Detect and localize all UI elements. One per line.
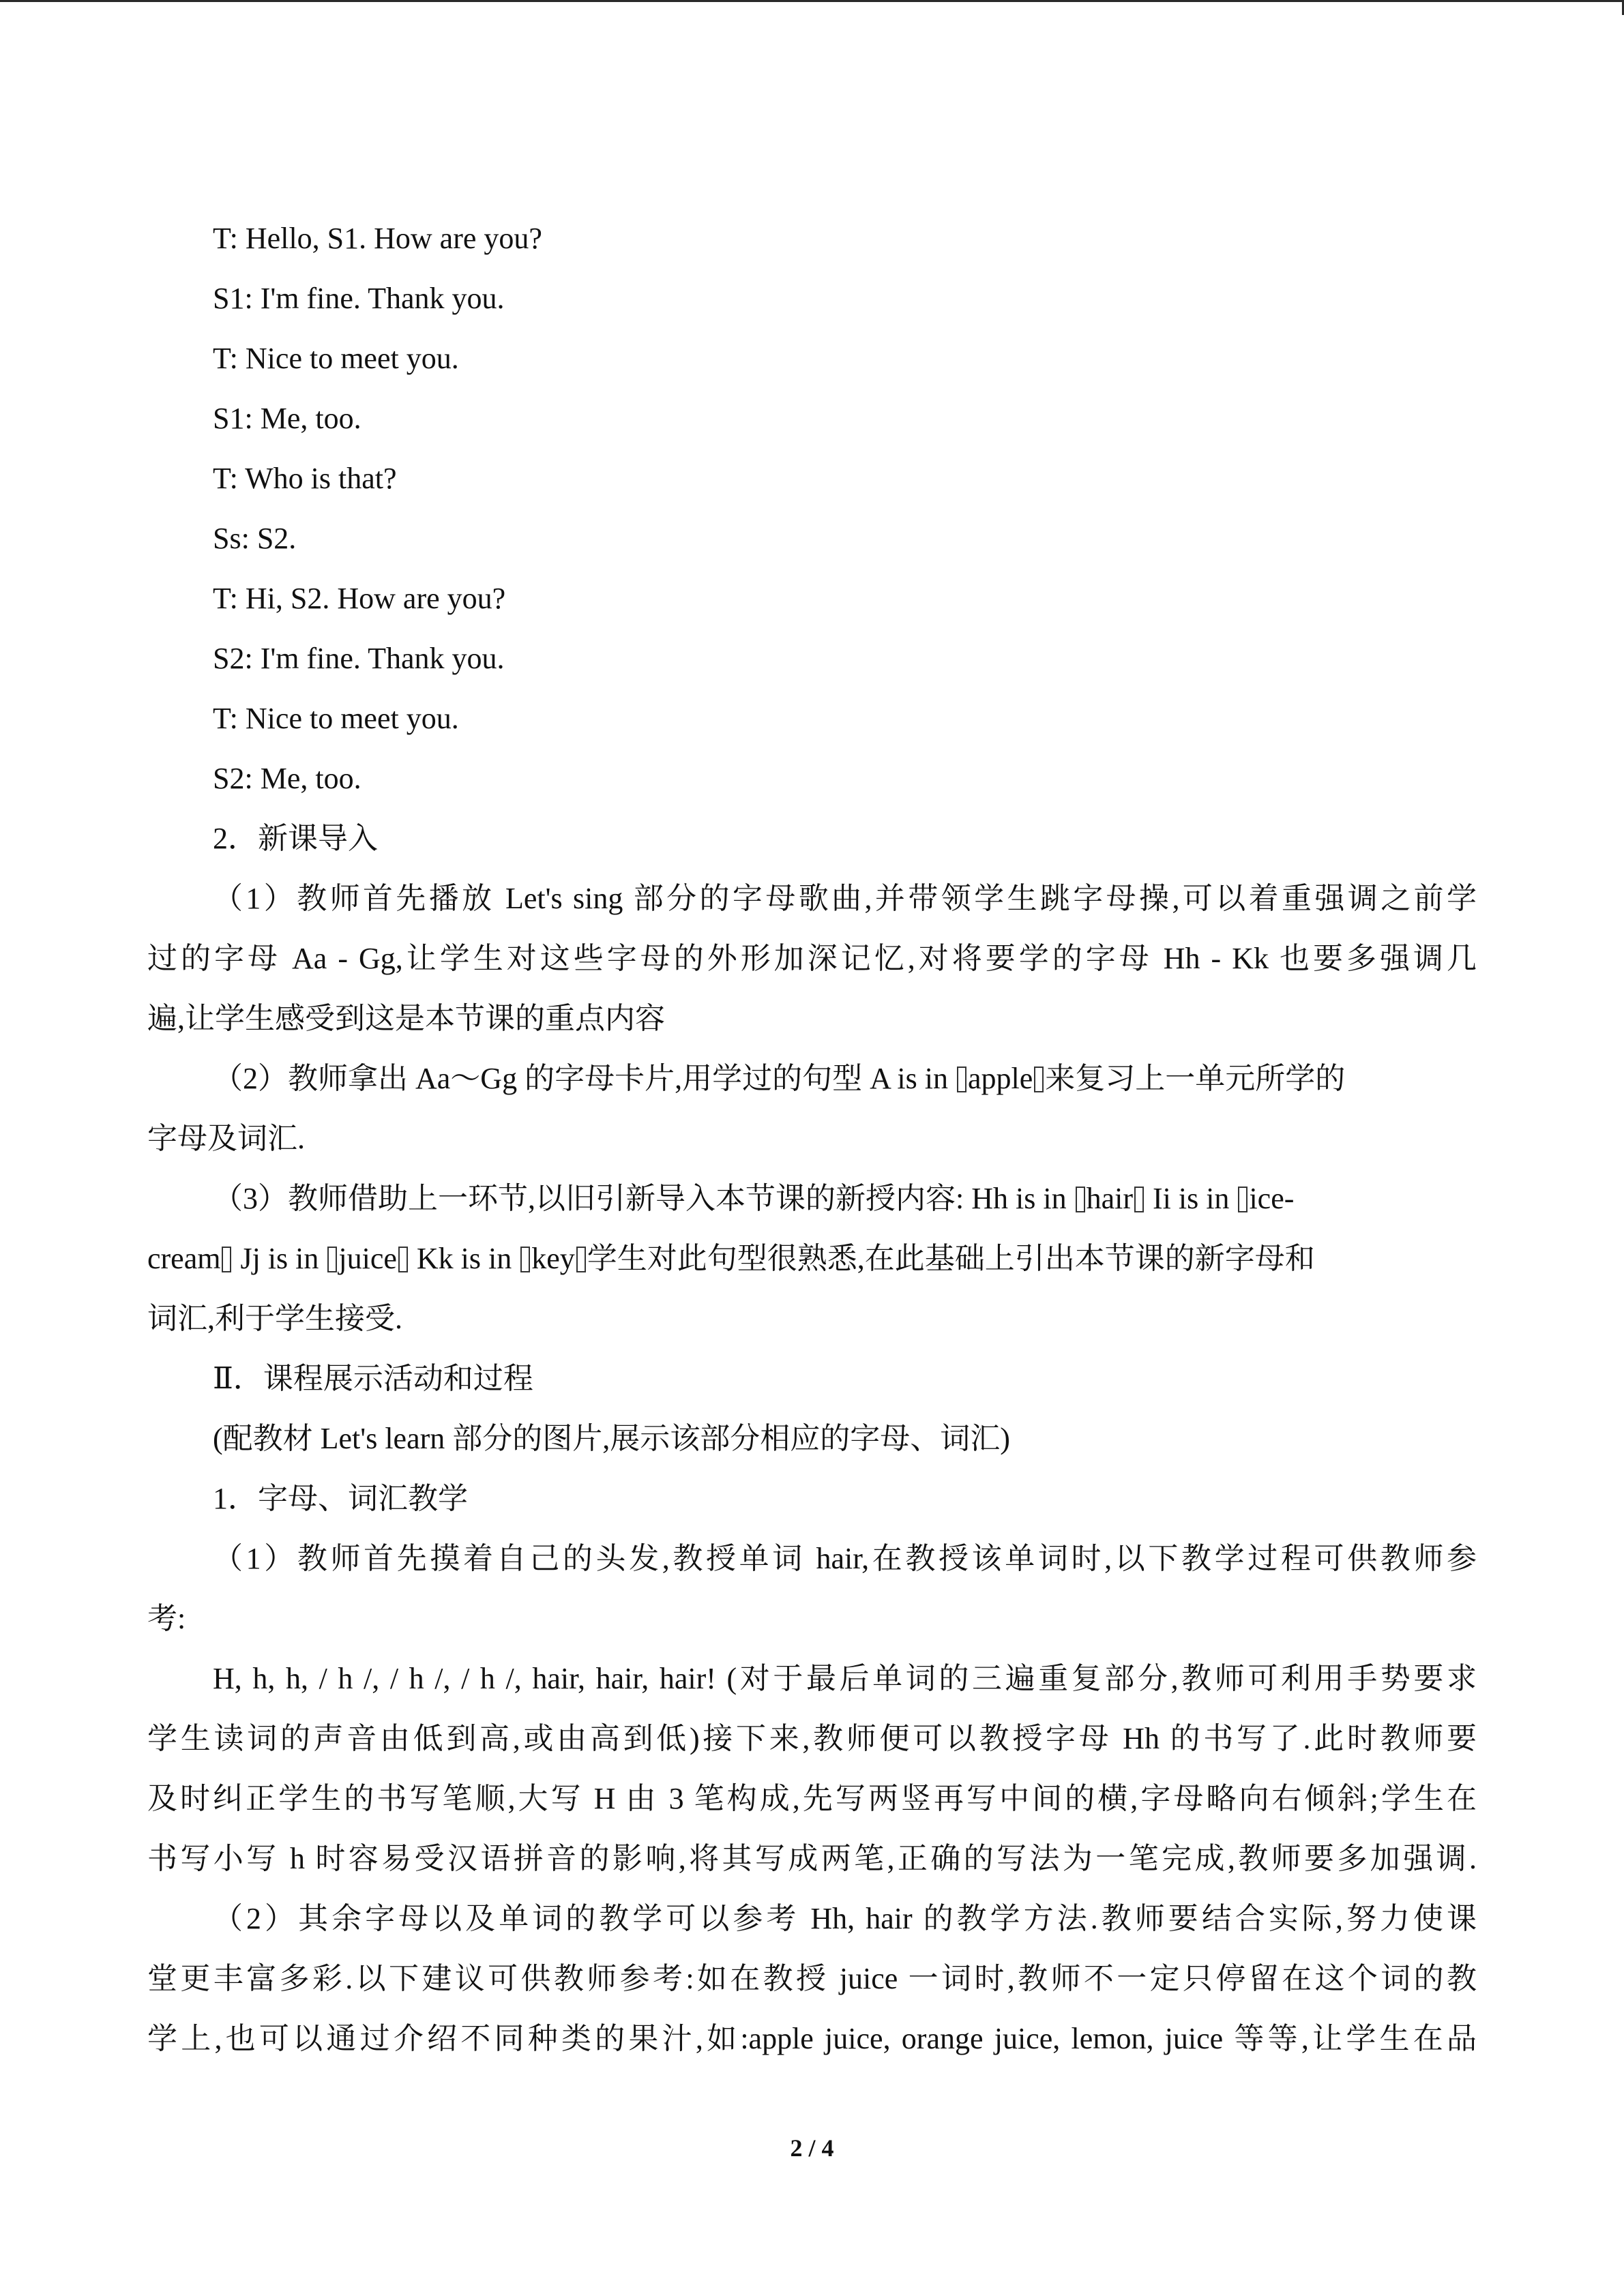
paragraph-text: juice: [338, 1242, 397, 1275]
missing-glyph-box: [1134, 1187, 1144, 1212]
paragraph-text: ice-: [1249, 1182, 1295, 1215]
dialogue-line: T: Hi, S2. How are you?: [213, 582, 506, 615]
paragraph-line: 字母及词汇.: [147, 1122, 305, 1155]
paragraph-line: [213, 1178, 1294, 1219]
dialogue-line: S2: Me, too.: [213, 762, 361, 795]
paragraph-line: H, h, h, / h /, / h /, / h /, hair, hair, hair! (对于最后单词的三遍重复部分,教师可利用手势要求: [213, 1662, 1477, 1695]
page-number: 2 / 4: [790, 2134, 834, 2162]
top-border-line: [0, 0, 1624, 2]
paragraph-line: 过的字母 Aa - Gg,让学生对这些字母的外形加深记忆,对将要学的字母 Hh - Kk 也要多强调几: [147, 942, 1477, 975]
paragraph-text: 来复习上一单元所学的: [1045, 1062, 1346, 1095]
dialogue-line: S1: I'm fine. Thank you.: [213, 282, 505, 315]
paragraph-line: （1）教师首先摸着自己的头发,教授单词 hair,在教授该单词时,以下教学过程可供教师参: [213, 1542, 1477, 1575]
missing-glyph-box: [1076, 1187, 1085, 1212]
paragraph-text: key: [531, 1242, 575, 1275]
missing-glyph-box: [222, 1247, 231, 1272]
missing-glyph-box: [398, 1247, 408, 1272]
missing-glyph-box: [957, 1067, 966, 1092]
paragraph-line: 学生读词的声音由低到高,或由高到低)接下来,教师便可以教授字母 Hh 的书写了.此时教师要: [147, 1722, 1477, 1755]
paragraph-text: Kk is in: [409, 1242, 520, 1275]
missing-glyph-box: [576, 1247, 586, 1272]
paragraph-line: [147, 1238, 1315, 1279]
paragraph-line: [213, 1058, 1345, 1099]
paragraph-line: 学上,也可以通过介绍不同种类的果汁,如:apple juice, orange juice, lemon, juice 等等,让学生在品: [147, 2022, 1477, 2055]
dialogue-line: S2: I'm fine. Thank you.: [213, 642, 505, 675]
paragraph-text: apple: [968, 1062, 1033, 1095]
paragraph-text: （2）教师拿出 Aa～Gg 的字母卡片,用学过的句型 A is in: [213, 1062, 956, 1095]
dialogue-line: T: Who is that?: [213, 462, 397, 495]
dialogue-line: S1: Me, too.: [213, 402, 361, 435]
paragraph-line: 遍,让学生感受到这是本节课的重点内容: [147, 1002, 665, 1035]
dialogue-line: T: Hello, S1. How are you?: [213, 222, 542, 255]
paragraph-line: 书写小写 h 时容易受汉语拼音的影响,将其写成两笔,正确的写法为一笔完成,教师要多加强调.: [147, 1842, 1477, 1875]
paragraph-text: Ii is in: [1145, 1182, 1237, 1215]
paragraph-line: （2）其余字母以及单词的教学可以参考 Hh, hair 的教学方法.教师要结合实际,努力使课: [213, 1902, 1477, 1935]
paragraph-text: cream: [147, 1242, 221, 1275]
paragraph-line: 及时纠正学生的书写笔顺,大写 H 由 3 笔构成,先写两竖再写中间的横,字母略向右倾斜;学生在: [147, 1782, 1477, 1815]
section-heading-letters: 1．字母、词汇教学: [213, 1482, 468, 1515]
dialogue-line: T: Nice to meet you.: [213, 342, 459, 375]
paragraph-line: 堂更丰富多彩.以下建议可供教师参考:如在教授 juice 一词时,教师不一定只停留在这个词的教: [147, 1962, 1477, 1995]
missing-glyph-box: [327, 1247, 337, 1272]
section-heading-new-lesson: 2．新课导入: [213, 822, 378, 855]
paragraph-line: 词汇,利于学生接受.: [147, 1302, 402, 1335]
paragraph-line: 考:: [147, 1602, 186, 1635]
section-heading-process: Ⅱ．课程展示活动和过程: [213, 1362, 533, 1395]
paragraph-line: （1）教师首先播放 Let's sing 部分的字母歌曲,并带领学生跳字母操,可以着重强调之前学: [213, 882, 1477, 915]
missing-glyph-box: [1238, 1187, 1247, 1212]
dialogue-line: T: Nice to meet you.: [213, 702, 459, 735]
paragraph-text: （3）教师借助上一环节,以旧引新导入本节课的新授内容: Hh is in: [213, 1182, 1074, 1215]
materials-note: (配教材 Let's learn 部分的图片,展示该部分相应的字母、词汇): [213, 1422, 1010, 1455]
missing-glyph-box: [1034, 1067, 1044, 1092]
paragraph-text: 学生对此句型很熟悉,在此基础上引出本节课的新字母和: [587, 1242, 1315, 1275]
missing-glyph-box: [520, 1247, 530, 1272]
paragraph-text: Jj is in: [233, 1242, 327, 1275]
dialogue-line: Ss: S2.: [213, 522, 297, 555]
paragraph-text: hair: [1086, 1182, 1133, 1215]
